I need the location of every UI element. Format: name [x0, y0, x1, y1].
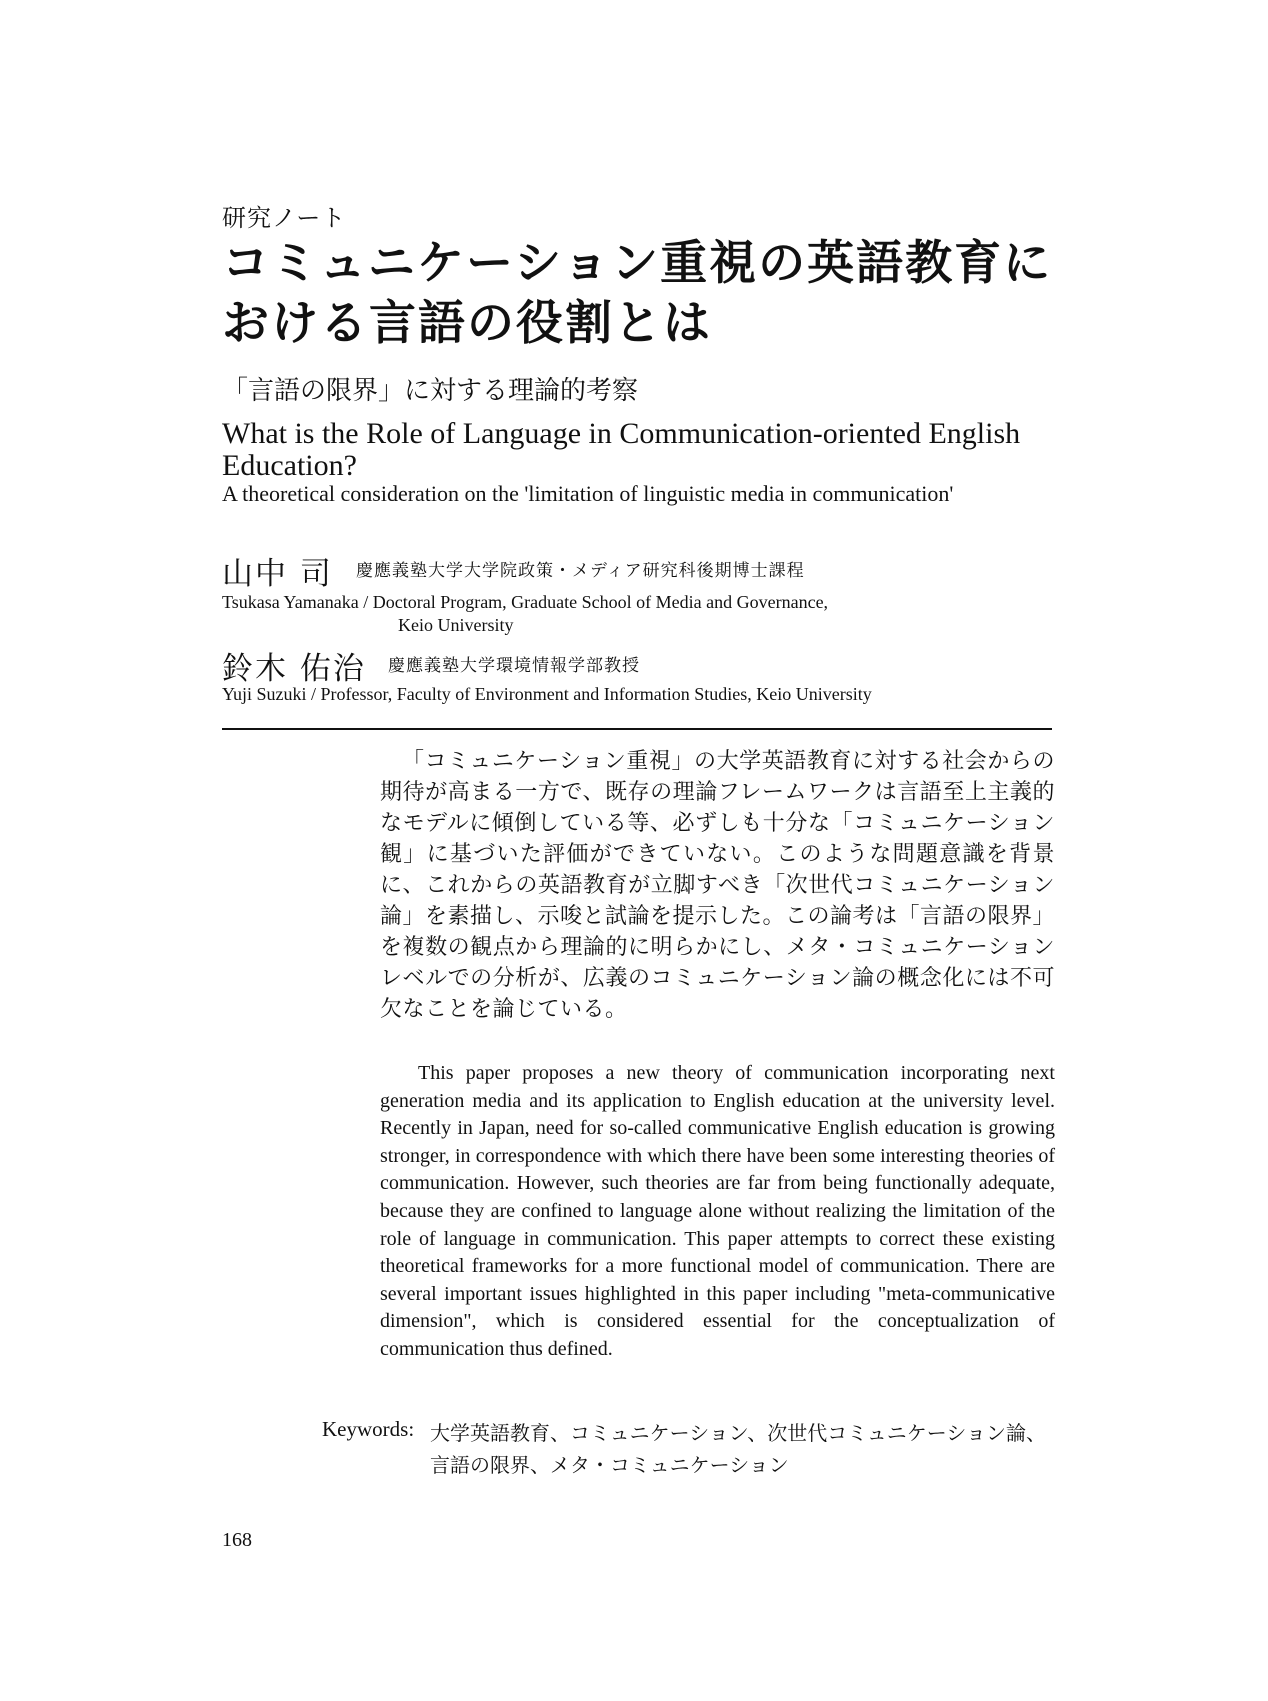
abstract-english: This paper proposes a new theory of communication incorporating next generation media and its application to English education at the university level. Recently in Japan, need for so-called communicative English education is growing stronger, in correspondence with which there have been some interesting theories of communication. However, such theories are far from being functionally adequate, because they are confined to language alone without realizing the limitation of the role of language in communication. This paper attempts to correct these existing theoretical frameworks for a more functional model of communication. There are several important issues highlighted in this paper including "meta-communicative dimension", which is considered essential for the conceptualization of communication thus defined.	[380, 1062, 1055, 1360]
keywords-label: Keywords:	[322, 1417, 415, 1441]
title-english: What is the Role of Language in Communication-oriented English Education?	[222, 417, 1021, 482]
keywords-line-1: 大学英語教育、コミュニケーション、次世代コミュニケーション論、	[430, 1421, 1046, 1445]
author-2-affiliation-en: Yuji Suzuki / Professor, Faculty of Environment and Information Studies, Keio University	[222, 684, 872, 704]
subtitle-english: A theoretical consideration on the 'limitation of linguistic media in communication'	[222, 481, 954, 506]
title-japanese: コミュニケーション重視の英語教育における言語の役割とは	[222, 236, 1053, 351]
author-1-affiliation-jp: 慶應義塾大学大学院政策・メディア研究科後期博士課程	[356, 561, 805, 581]
author-2-name: 鈴木 佑治	[222, 651, 366, 687]
keywords-line-2: 言語の限界、メタ・コミュニケーション	[430, 1453, 789, 1477]
author-2-affiliation-jp: 慶應義塾大学環境情報学部教授	[388, 656, 640, 676]
article-category: 研究ノート	[222, 204, 347, 232]
author-1-affiliation-en: Tsukasa Yamanaka / Doctoral Program, Graduate School of Media and Governance,	[222, 592, 829, 612]
author-1-name: 山中 司	[222, 556, 333, 592]
header-divider	[222, 728, 1052, 730]
page-number: 168	[222, 1529, 252, 1551]
author-1-affiliation-en-cont: Keio University	[398, 615, 514, 635]
abstract-japanese: 「コミュニケーション重視」の大学英語教育に対する社会からの期待が高まる一方で、既存の理論フレームワークは言語至上主義的なモデルに傾倒している等、必ずしも十分な「コミュニケーション観」に基づいた評価ができていない。このような問題意識を背景に、これからの英語教育が立脚すべき「次世代コミュニケーション論」を素描し、示唆と試論を提示した。この論考は「言語の限界」を複数の観点から理論的に明らかにし、メタ・コミュニケーションレベルでの分析が、広義のコミュニケーション論の概念化には不可欠なことを論じている。	[380, 749, 1056, 1022]
subtitle-japanese: 「言語の限界」に対する理論的考察	[222, 376, 639, 406]
